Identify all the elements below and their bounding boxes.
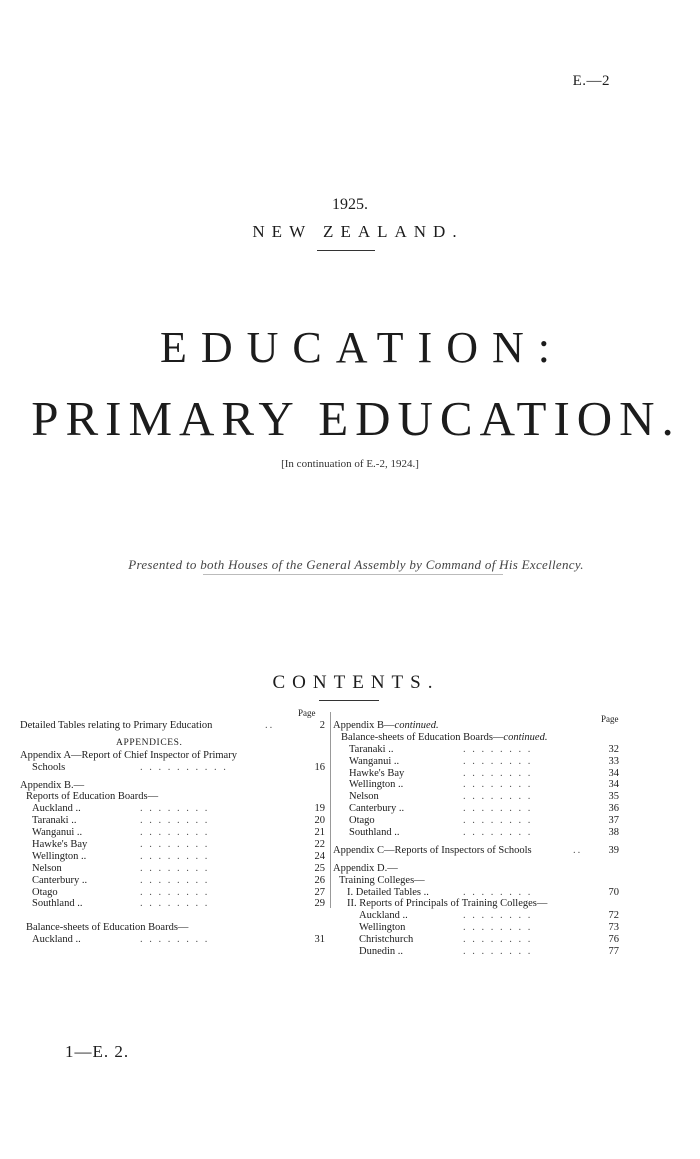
- entry-label: Auckland ..: [32, 803, 81, 815]
- entry-label: Canterbury ..: [349, 803, 405, 815]
- page-column-label: Page: [298, 708, 316, 718]
- contents-entry: [333, 863, 619, 875]
- entry-label: Taranaki ..: [32, 815, 77, 827]
- entry-label-text: Balance-sheets of Education Boards—: [341, 731, 504, 743]
- list-item: [333, 946, 619, 958]
- leader-dots: ..: [573, 844, 583, 856]
- entry-label: Wellington ..: [349, 779, 404, 791]
- entry-label: Auckland ..: [32, 934, 81, 946]
- contents-entry: [20, 922, 330, 934]
- entry-label-italic: continued.: [503, 731, 548, 743]
- list-item: [333, 934, 619, 946]
- list-item: [333, 768, 619, 780]
- entry-label: Canterbury ..: [32, 874, 88, 886]
- list-item: [20, 875, 330, 887]
- list-item: [333, 910, 619, 922]
- leader-dots: . . . . . . . .: [463, 755, 533, 767]
- list-item: [333, 779, 619, 791]
- entry-label: Wanganui ..: [32, 827, 83, 839]
- entry-label: Taranaki ..: [349, 743, 394, 755]
- leader-dots: . . . . . . . .: [140, 874, 210, 886]
- entry-label: Otago: [349, 815, 375, 827]
- entry-label: [333, 720, 439, 732]
- list-item: [20, 934, 330, 946]
- rule-divider: [317, 250, 375, 251]
- contents-entry: [333, 732, 619, 744]
- entry-page: 2: [319, 720, 325, 731]
- leader-dots: . . . . . . . .: [463, 827, 533, 839]
- list-item: [20, 803, 330, 815]
- leader-dots: . . . . . . . .: [140, 815, 210, 827]
- list-item: [20, 827, 330, 839]
- leader-dots: . . . . . . . .: [463, 779, 533, 791]
- contents-entry: [333, 875, 619, 887]
- leader-dots: . . . . . . . .: [463, 910, 533, 922]
- entry-page: 29: [314, 898, 325, 910]
- entry-label: Southland ..: [349, 827, 400, 839]
- leader-dots: . . . . . . . .: [140, 898, 210, 910]
- entry-page: 16: [314, 761, 325, 773]
- leader-dots: . . . . . . . .: [140, 803, 210, 815]
- list-item: [333, 827, 619, 839]
- entry-label: Wellington: [359, 922, 406, 934]
- list-item: [20, 863, 330, 875]
- entry-label: Christchurch: [359, 934, 414, 946]
- entry-label: Otago: [32, 886, 58, 898]
- rule-divider: [203, 574, 503, 575]
- appendices-heading: APPENDICES.: [116, 737, 183, 748]
- leader-dots: . . . . . . . .: [140, 862, 210, 874]
- entry-page: 20: [314, 815, 325, 827]
- rule-divider: [319, 700, 379, 701]
- contents-left-column: [20, 708, 330, 946]
- entry-page: 31: [314, 934, 325, 946]
- contents-entry: [20, 720, 330, 732]
- title-line-1: EDUCATION:: [160, 323, 564, 372]
- entry-page: 72: [608, 910, 619, 922]
- page-column-label: Page: [601, 714, 619, 724]
- entry-page: 38: [608, 827, 619, 839]
- entry-label: Hawke's Bay: [349, 767, 405, 779]
- appendices-heading-row: [20, 738, 330, 750]
- contents-entry: [333, 720, 619, 732]
- entry-label: I. Detailed Tables ..: [347, 886, 429, 898]
- entry-label: Detailed Tables relating to Primary Education: [20, 720, 213, 731]
- leader-dots: . . . . . . . .: [140, 886, 210, 898]
- entry-label: Reports of Education Boards—: [26, 791, 159, 803]
- leader-dots: . . . . . . . .: [463, 934, 533, 946]
- leader-dots: . . . . . . . .: [140, 839, 210, 851]
- entry-page: 27: [314, 886, 325, 898]
- footer-code: 1—E. 2.: [65, 1042, 130, 1061]
- column-divider: [330, 712, 331, 908]
- entry-page: 73: [608, 922, 619, 934]
- entry-label: Appendix A—Report of Chief Inspector of Primary: [20, 749, 237, 761]
- leader-dots: . . . . . . . .: [463, 815, 533, 827]
- entry-label: II. Reports of Principals of Training Colleges—: [347, 898, 548, 910]
- entry-label: Wellington ..: [32, 850, 87, 862]
- leader-dots: . . . . . . . .: [463, 886, 533, 898]
- entry-page: 19: [314, 803, 325, 815]
- contents-entry: [333, 845, 619, 857]
- entry-page: 33: [608, 755, 619, 767]
- entry-page: 35: [608, 791, 619, 803]
- colleges-list: [333, 910, 619, 958]
- entry-page: 70: [608, 886, 619, 898]
- entry-label: Training Colleges—: [339, 874, 425, 886]
- entry-label: Wanganui ..: [349, 755, 400, 767]
- list-item: [333, 791, 619, 803]
- leader-dots: . . . . . . . .: [140, 850, 210, 862]
- entry-page: 24: [314, 850, 325, 862]
- list-item: [20, 887, 330, 899]
- reports-list: [20, 803, 330, 910]
- entry-label-italic: continued.: [394, 720, 439, 731]
- year: 1925.: [332, 196, 368, 213]
- entry-page: 26: [314, 874, 325, 886]
- entry-label: Appendix B.—: [20, 779, 85, 791]
- country-heading: NEW ZEALAND.: [252, 222, 464, 241]
- list-item: [333, 756, 619, 768]
- entry-label: Appendix D.—: [333, 862, 398, 874]
- entry-page: 36: [608, 803, 619, 815]
- leader-dots: . . . . . . . .: [463, 803, 533, 815]
- entry-page: 25: [314, 862, 325, 874]
- entry-page: 76: [608, 934, 619, 946]
- contents-right-column: [333, 714, 619, 958]
- entry-label: Nelson: [32, 862, 62, 874]
- leader-dots: . . . . . . . .: [140, 827, 210, 839]
- leader-dots: . . . . . . . . . .: [140, 761, 228, 773]
- leader-dots: . . . . . . . .: [463, 922, 533, 934]
- balance-list: [333, 744, 619, 839]
- entry-label-text: Appendix B—: [333, 720, 395, 731]
- presented-line: Presented to both Houses of the General Assembly by Command of His Excellency.: [128, 557, 584, 572]
- list-item: [20, 851, 330, 863]
- entry-page: 22: [314, 839, 325, 851]
- list-item: [333, 803, 619, 815]
- list-item: [333, 744, 619, 756]
- list-item: [333, 815, 619, 827]
- leader-dots: . . . . . . . .: [140, 934, 210, 946]
- entry-page: 32: [608, 743, 619, 755]
- entry-page: 77: [608, 946, 619, 958]
- list-item: [20, 815, 330, 827]
- entry-label: Schools: [32, 761, 66, 773]
- leader-dots: . . . . . . . .: [463, 791, 533, 803]
- entry-label: Nelson: [349, 791, 379, 803]
- contents-entry: [20, 750, 330, 762]
- entry-page: 34: [608, 779, 619, 791]
- entry-page: 34: [608, 767, 619, 779]
- contents-heading: CONTENTS.: [272, 672, 440, 693]
- entry-label: Dunedin ..: [359, 946, 404, 958]
- entry-label: Hawke's Bay: [32, 839, 88, 851]
- list-item: [333, 922, 619, 934]
- contents-entry: [20, 780, 330, 792]
- entry-label: [341, 732, 547, 744]
- entry-label: Southland ..: [32, 898, 83, 910]
- entry-page: 21: [314, 827, 325, 839]
- entry-label: Balance-sheets of Education Boards—: [26, 922, 189, 934]
- list-item: [20, 839, 330, 851]
- entry-label: Auckland ..: [359, 910, 408, 922]
- page-reference: E.—2: [572, 73, 610, 89]
- entry-page: 37: [608, 815, 619, 827]
- contents-entry: [20, 762, 330, 774]
- contents-entry: [333, 887, 619, 899]
- list-item: [20, 898, 330, 910]
- leader-dots: . . . . . . . .: [463, 743, 533, 755]
- title-line-2: PRIMARY EDUCATION.: [31, 391, 681, 446]
- leader-dots: ..: [265, 720, 275, 731]
- leader-dots: . . . . . . . .: [463, 767, 533, 779]
- leader-dots: . . . . . . . .: [463, 946, 533, 958]
- entry-page: 39: [608, 844, 619, 856]
- contents-entry: [333, 898, 619, 910]
- contents-entry: [20, 791, 330, 803]
- entry-label: Appendix C—Reports of Inspectors of Schools: [333, 844, 532, 856]
- subtitle: [In continuation of E.-2, 1924.]: [281, 458, 419, 470]
